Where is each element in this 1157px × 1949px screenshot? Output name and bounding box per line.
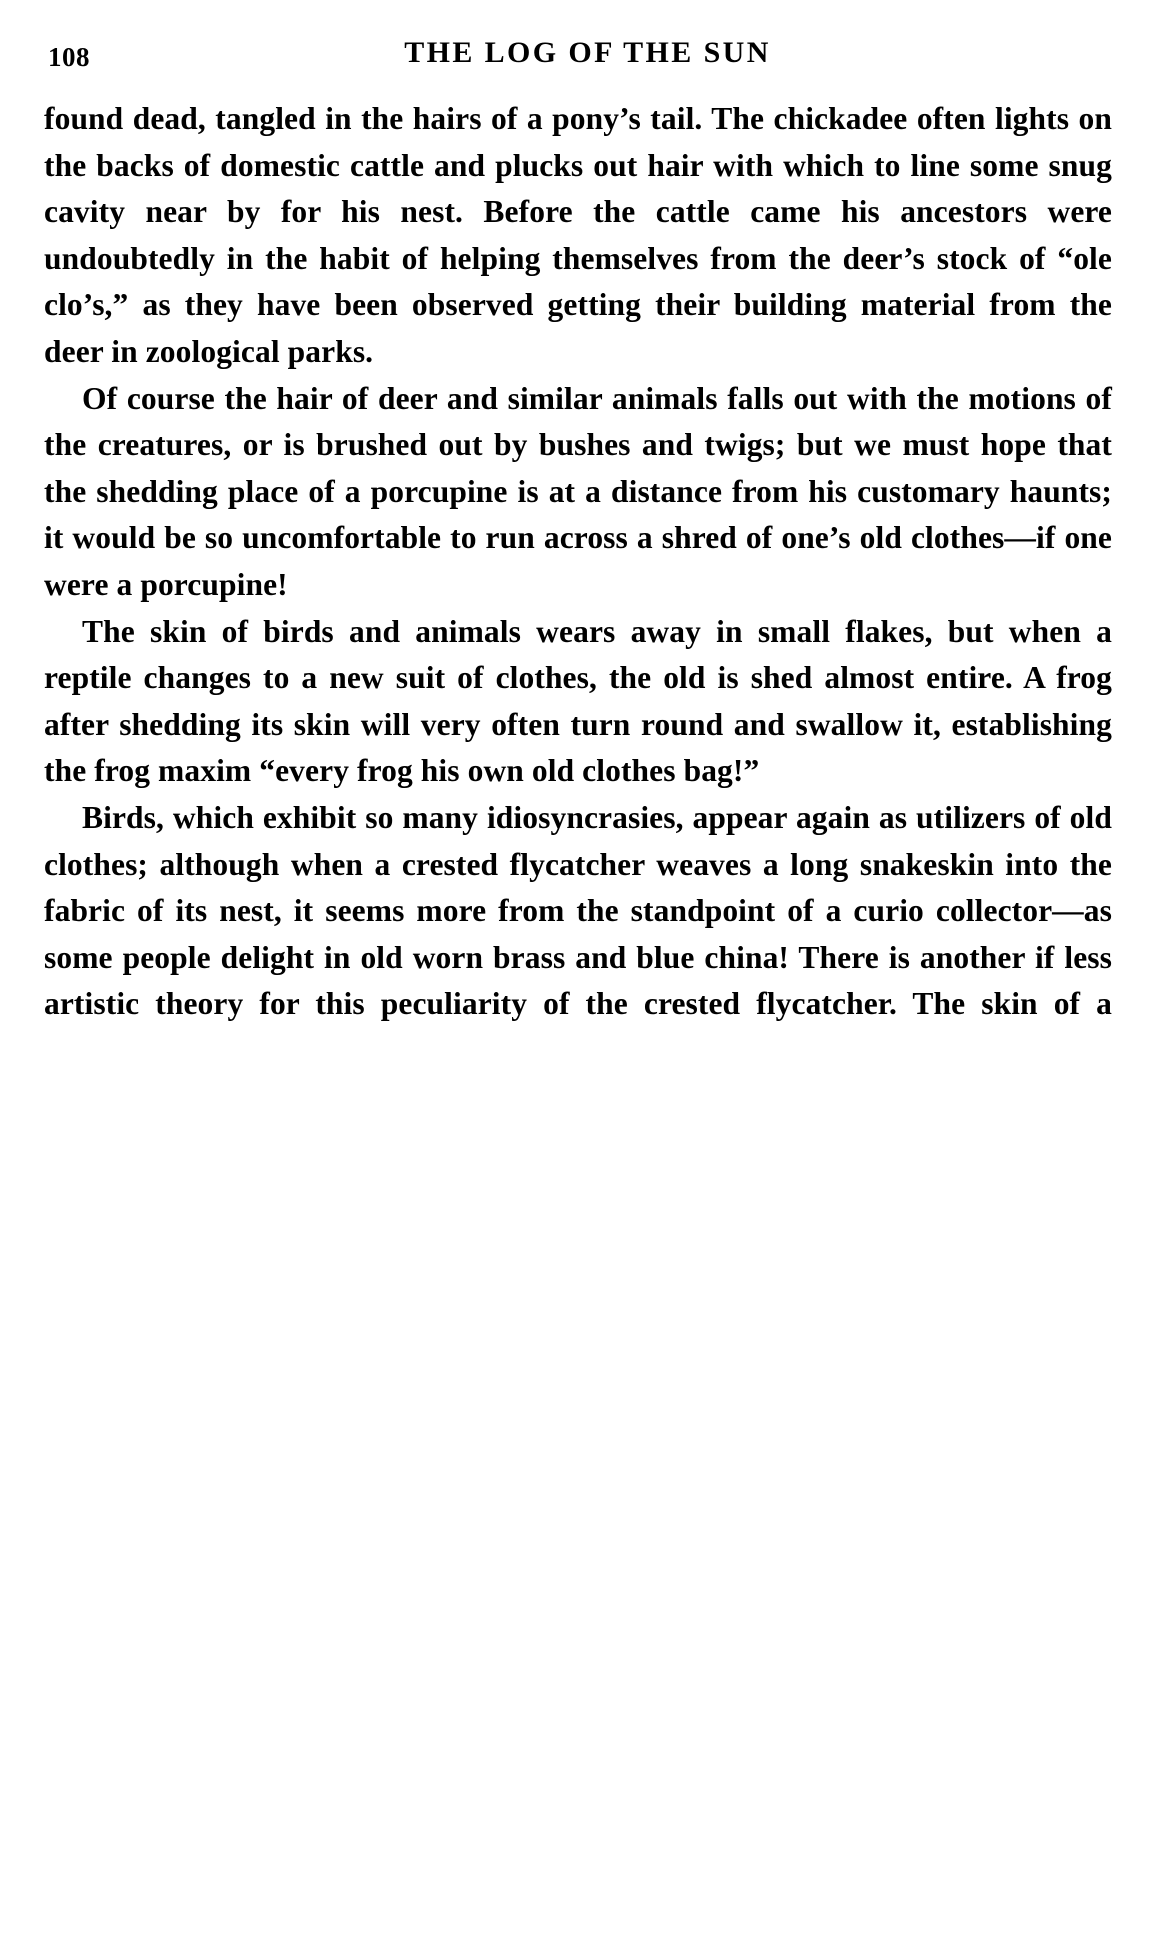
running-head: THE LOG OF THE SUN — [404, 36, 771, 69]
paragraph: found dead, tangled in the hairs of a pony’s tail. The chickadee often lights on the backs of domestic cattle and plucks out hair with which to line some snug cavity near by for his nest. Before the cattle came his ancestors were undoubtedly in the habit of helping themselves from the deer’s stock of “ole clo’s,” as they have been observed getting their building material from the deer in zoological parks. — [44, 101, 1112, 369]
page-number: 108 — [48, 42, 90, 72]
page-body — [44, 96, 1112, 1074]
paragraph: Of course the hair of deer and similar animals falls out with the motions of the creatures, or is brushed out by bushes and twigs; but we must hope that the shedding place of a porcupine is at a distance from his customary haunts; it would be so uncomfortable to run across a shred of one’s old clothes—if one were a porcupine! — [44, 380, 1112, 602]
paragraph: The skin of birds and animals wears away in small flakes, but when a reptile changes to a new suit of clothes, the old is shed almost entire. A frog after shedding its skin will very often turn round and swallow it, establishing the frog maxim “every frog his own old clothes bag!” — [44, 613, 1112, 789]
page-header — [0, 36, 1157, 80]
paragraph: Birds, which exhibit so many idiosyncrasies, appear again as utilizers of old clothes; although when a crested flycatcher weaves a long snakeskin into the fabric of its nest, it seems more from the standpoint of a curio collector—as some people delight in old worn brass and blue china! There is another if less artistic theory for this peculiarity of the crested flycatcher. The skin of a — [44, 799, 1112, 1022]
